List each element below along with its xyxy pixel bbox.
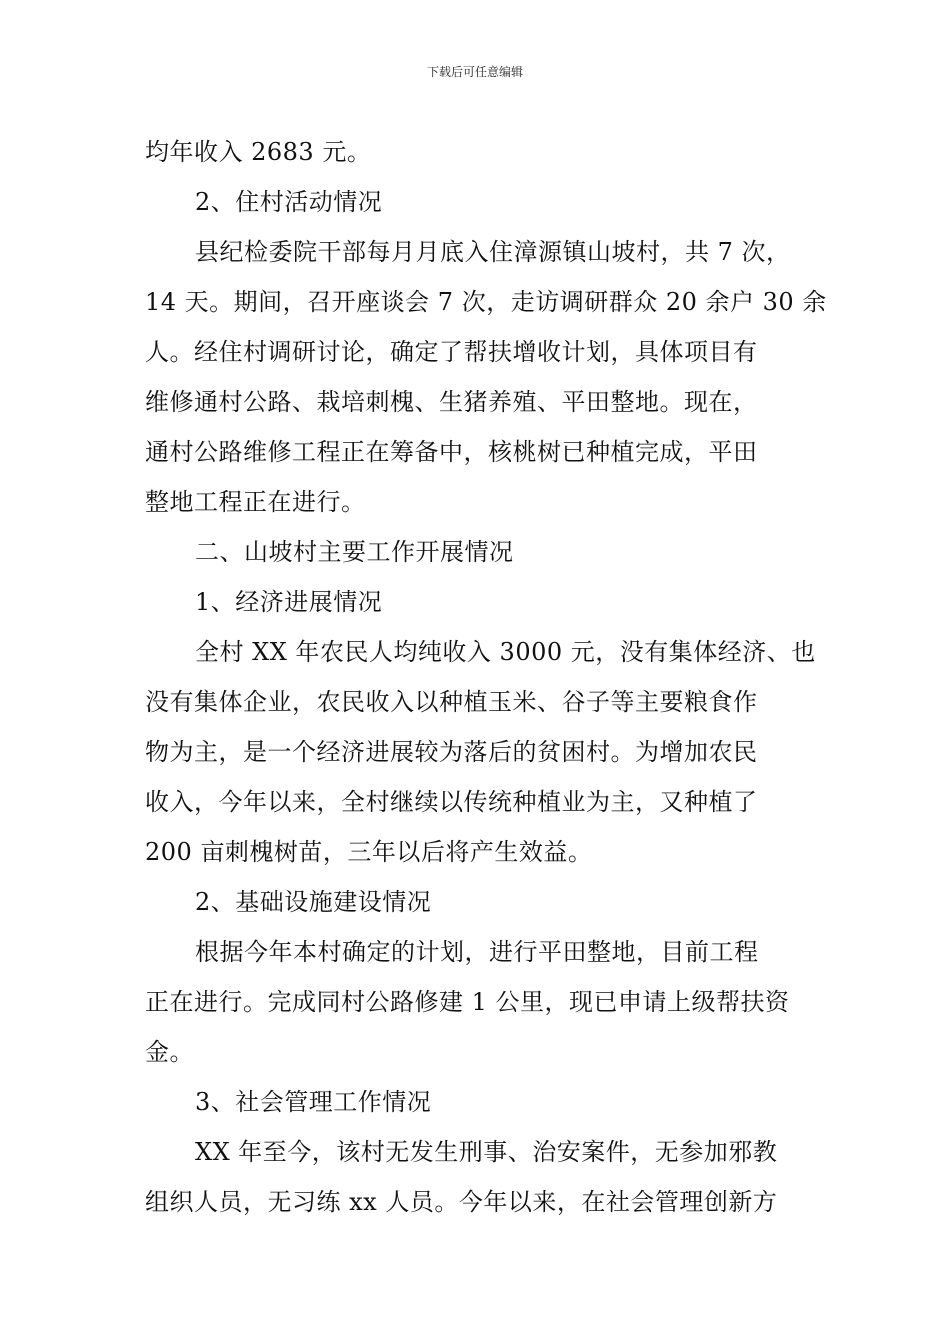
section-heading: 2、住村活动情况	[195, 188, 383, 216]
text-line: 人。经住村调研讨论，确定了帮扶增收计划，具体项目有	[145, 338, 758, 366]
text-line: 县纪检委院干部每月月底入住漳源镇山坡村，共 7 次，	[195, 238, 791, 266]
text-line: 整地工程正在进行。	[145, 488, 366, 516]
text-line: 根据今年本村确定的计划，进行平田整地，目前工程	[195, 938, 759, 966]
text-line: XX 年至今，该村无发生刑事、治安案件，无参加邪教	[195, 1138, 778, 1166]
text-line: 全村 XX 年农民人均纯收入 3000 元，没有集体经济、也	[195, 638, 816, 666]
text-line: 组织人员，无习练 xx 人员。今年以来，在社会管理创新方	[145, 1188, 778, 1216]
text-line: 金。	[145, 1038, 194, 1066]
text-line: 收入，今年以来，全村继续以传统种植业为主，又种植了	[145, 788, 758, 816]
section-heading: 2、基础设施建设情况	[195, 888, 432, 916]
text-line: 200 亩刺槐树苗，三年以后将产生效益。	[145, 838, 593, 866]
text-line: 通村公路维修工程正在筹备中，核桃树已种植完成，平田	[145, 438, 758, 466]
text-line: 14 天。期间，召开座谈会 7 次，走访调研群众 20 余户 30 余	[145, 288, 827, 316]
text-line: 物为主，是一个经济进展较为落后的贫困村。为增加农民	[145, 738, 758, 766]
section-heading: 1、经济进展情况	[195, 588, 383, 616]
text-line: 正在进行。完成同村公路修建 1 公里，现已申请上级帮扶资	[145, 988, 790, 1016]
text-line: 均年收入 2683 元。	[145, 138, 372, 166]
text-line: 维修通村公路、栽培刺槐、生猪养殖、平田整地。现在，	[145, 388, 758, 416]
section-heading: 二、山坡村主要工作开展情况	[195, 538, 514, 566]
text-line: 没有集体企业，农民收入以种植玉米、谷子等主要粮食作	[145, 688, 758, 716]
page-header: 下载后可任意编辑	[426, 65, 523, 79]
section-heading: 3、社会管理工作情况	[195, 1088, 432, 1116]
document-body	[145, 127, 835, 1227]
